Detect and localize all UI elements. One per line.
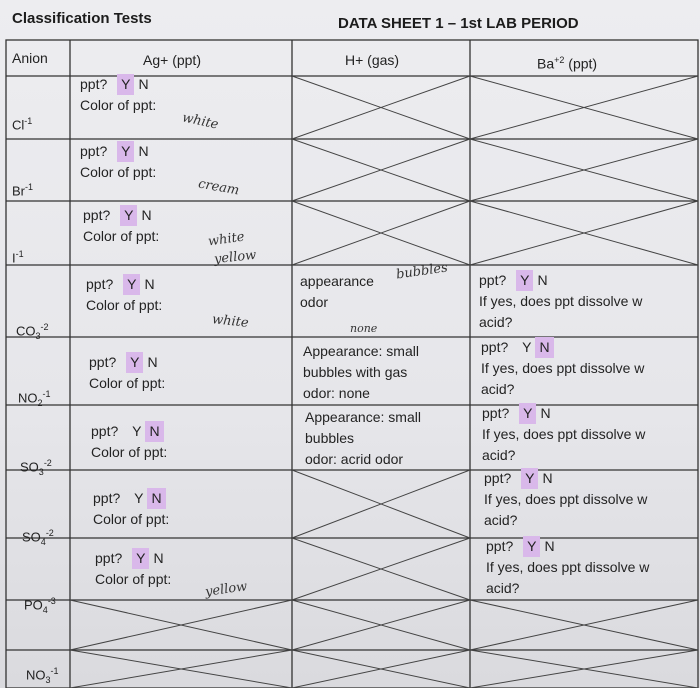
ppt-label: ppt? bbox=[89, 354, 117, 370]
no-option[interactable]: N bbox=[153, 550, 164, 566]
ba-ppt-label: (ppt) bbox=[568, 55, 598, 72]
anion-base: NO bbox=[26, 667, 46, 683]
anion-charge: -1 bbox=[15, 249, 24, 259]
col-header-ag: Ag+ (ppt) bbox=[143, 52, 201, 68]
ag-entry-co3 bbox=[86, 274, 162, 316]
ppt-label: ppt? bbox=[479, 272, 507, 288]
yes-option[interactable]: Y bbox=[117, 141, 134, 162]
ag-entry-po4 bbox=[95, 548, 171, 590]
no2-odor: odor: none bbox=[303, 385, 370, 401]
ppt-label: ppt? bbox=[484, 470, 512, 486]
data-sheet-title: DATA SHEET 1 – 1st LAB PERIOD bbox=[338, 15, 579, 32]
anion-no3 bbox=[26, 666, 59, 685]
col-header-ba bbox=[537, 55, 597, 72]
anion-base: Br bbox=[12, 183, 25, 199]
ppt-label: ppt? bbox=[80, 76, 108, 92]
no-option[interactable]: N bbox=[144, 276, 155, 292]
handwritten-white-cl: white bbox=[180, 110, 220, 133]
anion-cl bbox=[12, 116, 32, 132]
no-option[interactable]: N bbox=[535, 337, 553, 358]
ba-entry-so3 bbox=[482, 403, 645, 466]
yes-option[interactable]: Y bbox=[123, 274, 140, 295]
color-label: Color of ppt: bbox=[83, 228, 160, 244]
yes-option[interactable]: Y bbox=[521, 468, 538, 489]
appearance-label: appearance bbox=[300, 273, 374, 289]
no-option[interactable]: N bbox=[540, 405, 551, 421]
anion-subscript: 3 bbox=[35, 330, 41, 341]
anion-base: CO bbox=[16, 323, 36, 339]
handwritten-white-i: white bbox=[207, 229, 246, 250]
yes-option[interactable]: Y bbox=[132, 548, 149, 569]
acid-label: acid? bbox=[486, 580, 520, 596]
ppt-label: ppt? bbox=[93, 490, 121, 506]
no-option[interactable]: N bbox=[147, 488, 165, 509]
yes-option[interactable]: Y bbox=[126, 352, 143, 373]
anion-charge: -2 bbox=[40, 322, 49, 332]
ag-entry-so3 bbox=[91, 421, 167, 463]
anion-po4 bbox=[24, 596, 56, 615]
so3-appearance-detail: bubbles bbox=[305, 430, 355, 446]
anion-i bbox=[12, 249, 24, 265]
acid-label: acid? bbox=[481, 381, 515, 397]
anion-subscript: 4 bbox=[42, 604, 48, 615]
so3-appearance: Appearance: small bbox=[305, 409, 421, 425]
ag-entry-cl bbox=[80, 74, 156, 116]
yes-option[interactable]: Y bbox=[132, 423, 142, 439]
yes-option[interactable]: Y bbox=[120, 205, 137, 226]
ppt-label: ppt? bbox=[482, 405, 510, 421]
ag-entry-br bbox=[80, 141, 156, 183]
anion-br bbox=[12, 182, 33, 198]
no-option[interactable]: N bbox=[138, 76, 149, 92]
ba-label: Ba bbox=[537, 55, 555, 72]
anion-co3 bbox=[16, 322, 49, 341]
ba-entry-no2 bbox=[481, 337, 644, 400]
no-option[interactable]: N bbox=[544, 538, 555, 554]
ppt-label: ppt? bbox=[83, 207, 111, 223]
handwritten-bubbles-co3: bubbles bbox=[395, 260, 449, 283]
color-label: Color of ppt: bbox=[80, 97, 157, 113]
ppt-label: ppt? bbox=[95, 550, 123, 566]
no-option[interactable]: N bbox=[542, 470, 553, 486]
ppt-label: ppt? bbox=[91, 423, 119, 439]
anion-base: I bbox=[12, 250, 16, 266]
yes-option[interactable]: Y bbox=[519, 403, 536, 424]
ba-entry-po4 bbox=[486, 536, 649, 599]
yes-option[interactable]: Y bbox=[522, 339, 532, 355]
anion-base: PO bbox=[24, 597, 43, 613]
anion-subscript: 4 bbox=[40, 536, 46, 547]
col-header-h: H+ (gas) bbox=[345, 52, 400, 68]
no-option[interactable]: N bbox=[537, 272, 548, 288]
no2-appearance-detail: bubbles with gas bbox=[303, 364, 408, 380]
yes-option[interactable]: Y bbox=[516, 270, 533, 291]
ag-entry-no2 bbox=[89, 352, 165, 394]
handwritten-none-co3: none bbox=[350, 322, 378, 335]
anion-subscript: 3 bbox=[45, 674, 51, 685]
ag-entry-so4 bbox=[93, 488, 169, 530]
anion-charge: -1 bbox=[42, 389, 51, 399]
dissolve-question: If yes, does ppt dissolve w bbox=[482, 426, 646, 442]
yes-option[interactable]: Y bbox=[134, 490, 144, 506]
odor-label: odor bbox=[300, 294, 329, 310]
so3-odor: odor: acrid odor bbox=[305, 451, 404, 467]
ppt-label: ppt? bbox=[486, 538, 514, 554]
col-header-anion: Anion bbox=[12, 50, 48, 66]
anion-charge: -2 bbox=[43, 458, 52, 468]
handwritten-yellow-i: yellow bbox=[213, 247, 257, 268]
anion-charge: -1 bbox=[24, 116, 33, 126]
ba-charge: +2 bbox=[554, 55, 565, 65]
ppt-label: ppt? bbox=[80, 143, 108, 159]
anion-base: SO bbox=[22, 529, 41, 545]
no-option[interactable]: N bbox=[147, 354, 158, 370]
handwritten-white-co3: white bbox=[211, 312, 250, 331]
classification-tests-title: Classification Tests bbox=[12, 10, 152, 27]
dissolve-question: If yes, does ppt dissolve w bbox=[486, 559, 650, 575]
anion-charge: -3 bbox=[47, 596, 56, 606]
no-option[interactable]: N bbox=[138, 143, 149, 159]
yes-option[interactable]: Y bbox=[523, 536, 540, 557]
no-option[interactable]: N bbox=[141, 207, 152, 223]
color-label: Color of ppt: bbox=[89, 375, 166, 391]
ba-entry-co3 bbox=[479, 270, 642, 333]
dissolve-question: If yes, does ppt dissolve w bbox=[481, 360, 645, 376]
ag-entry-i bbox=[83, 205, 159, 247]
no-option[interactable]: N bbox=[145, 421, 163, 442]
anion-subscript: 2 bbox=[37, 397, 43, 408]
color-label: Color of ppt: bbox=[93, 511, 170, 527]
dissolve-question: If yes, does ppt dissolve w bbox=[479, 293, 643, 309]
handwritten-yellow-po4: yellow bbox=[204, 579, 249, 600]
anion-subscript: 3 bbox=[38, 466, 44, 477]
anion-base: Cl bbox=[12, 117, 25, 133]
color-label: Color of ppt: bbox=[80, 164, 157, 180]
h-entry-so3 bbox=[305, 407, 421, 470]
anion-so4 bbox=[22, 528, 54, 547]
color-label: Color of ppt: bbox=[95, 571, 172, 587]
dissolve-question: If yes, does ppt dissolve w bbox=[484, 491, 648, 507]
anion-so3 bbox=[20, 458, 52, 477]
color-label: Color of ppt: bbox=[86, 297, 163, 313]
color-label: Color of ppt: bbox=[91, 444, 168, 460]
anion-base: NO bbox=[18, 390, 38, 406]
h-entry-no2 bbox=[303, 341, 419, 404]
acid-label: acid? bbox=[479, 314, 513, 330]
h-entry-co3 bbox=[300, 271, 374, 313]
acid-label: acid? bbox=[484, 512, 518, 528]
anion-charge: -1 bbox=[25, 182, 34, 192]
yes-option[interactable]: Y bbox=[117, 74, 134, 95]
anion-base: SO bbox=[20, 459, 39, 475]
no2-appearance: Appearance: small bbox=[303, 343, 419, 359]
handwritten-cream-br: cream bbox=[197, 176, 241, 199]
ppt-label: ppt? bbox=[86, 276, 114, 292]
anion-no2 bbox=[18, 389, 51, 408]
ppt-label: ppt? bbox=[481, 339, 509, 355]
ba-entry-so4 bbox=[484, 468, 647, 531]
acid-label: acid? bbox=[482, 447, 516, 463]
anion-charge: -2 bbox=[45, 528, 54, 538]
anion-charge: -1 bbox=[50, 666, 59, 676]
